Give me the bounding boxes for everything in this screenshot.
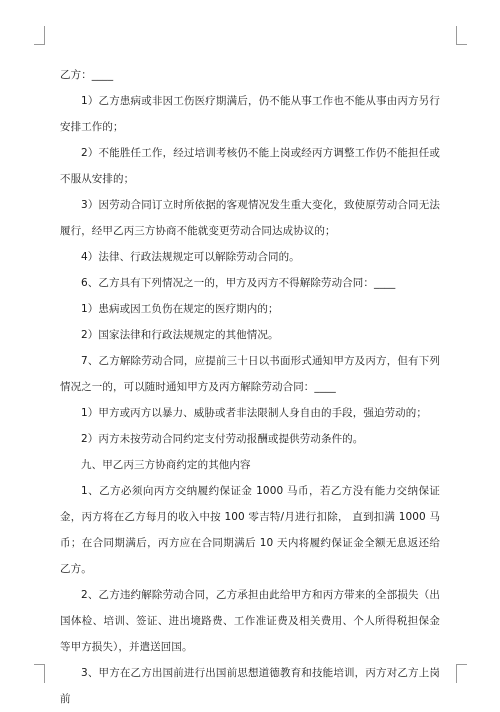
clause-paragraph: 1）患病或因工负伤在规定的医疗期内的； (81, 303, 279, 315)
clause-paragraph: 2）丙方未按劳动合同约定支付劳动报酬或提供劳动条件的。 (81, 433, 364, 445)
section-heading: 九、甲乙丙三方协商约定的其他内容 (81, 459, 251, 471)
clause-paragraph: 2）不能胜任工作，经过培训考核仍不能上岗或经丙方调整工作仍不能担任或不服从安排的； (60, 147, 440, 185)
clause-paragraph: 1）乙方患病或非因工伤医疗期满后，仍不能从事工作也不能从事由丙方另行安排工作的； (60, 95, 440, 133)
crop-mark-bottom-left (34, 664, 45, 683)
crop-mark-top-right (456, 26, 467, 45)
clause-paragraph: 4）法律、行政法规规定可以解除劳动合同的。 (81, 251, 300, 263)
clause-heading: 6、乙方具有下列情况之一的，甲方及丙方不得解除劳动合同：____ (81, 277, 396, 289)
clause-paragraph: 3、甲方在乙方出国前进行出国前思想道德教育和技能培训，丙方对乙方上岗前 (60, 667, 440, 705)
clause-paragraph: 1）甲方或丙方以暴力、威胁或者非法限制人身自由的手段，强迫劳动的； (81, 407, 427, 419)
crop-mark-bottom-right (456, 664, 467, 683)
crop-mark-top-left (34, 26, 45, 45)
document-body (60, 62, 440, 712)
clause-paragraph: 1、乙方必须向丙方交纳履约保证金 1000 马币，若乙方没有能力交纳保证金，丙方将在乙方每月的收入中按 100 零吉特/月进行扣除， 直到扣满 1000 马币；在合同期满后，丙方应在合同期满后 10 天内将履约保证金全额无息返还给乙方。 (60, 485, 440, 575)
clause-paragraph: 3）因劳动合同订立时所依据的客观情况发生重大变化，致使原劳动合同无法履行，经甲乙丙三方协商不能就变更劳动合同达成协议的； (60, 199, 440, 237)
party-b-label: 乙方：____ (60, 69, 114, 81)
clause-paragraph: 2）国家法律和行政法规规定的其他情况。 (81, 329, 279, 341)
clause-heading: 7、乙方解除劳动合同，应提前三十日以书面形式通知甲方及丙方，但有下列情况之一的，可以随时通知甲方及丙方解除劳动合同：____ (60, 355, 440, 393)
clause-paragraph: 2、乙方违约解除劳动合同，乙方承担由此给甲方和丙方带来的全部损失（出国体检、培训、签证、进出境路费、工作准证费及相关费用、个人所得税担保金等甲方损失），并遣送回国。 (60, 589, 440, 653)
